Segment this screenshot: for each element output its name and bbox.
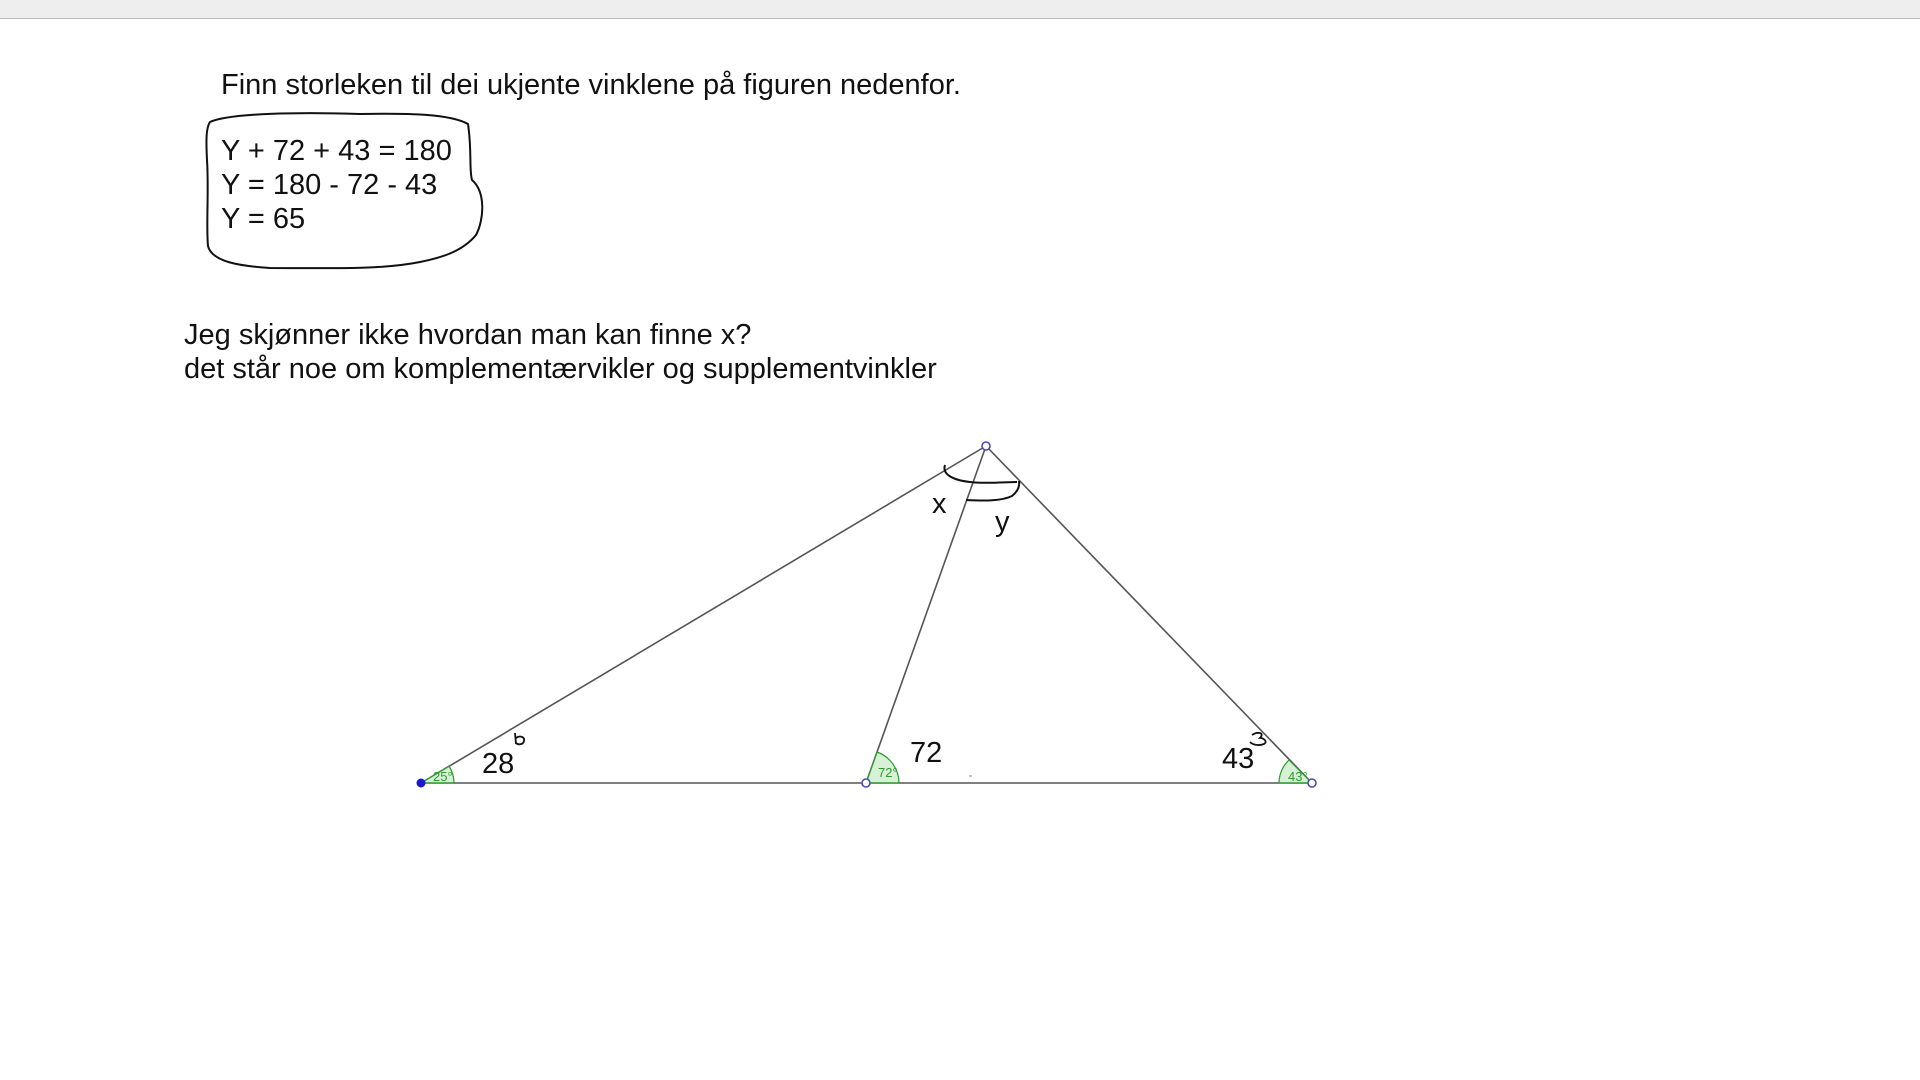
comment-line-2: det står noe om komplementærvikler og supplementvinkler (184, 353, 937, 385)
cevian-line[interactable] (866, 446, 986, 783)
vertex-top[interactable] (982, 442, 990, 450)
comment-line-1: Jeg skjønner ikke hvordan man kan finne x? (184, 319, 752, 351)
angle-value-middle: 72° (878, 765, 898, 780)
label-angle-left: 28 (482, 748, 515, 780)
vertex-right[interactable] (1308, 779, 1316, 787)
task-question: Finn storleken til dei ukjente vinklene på figuren nedenfor. (221, 69, 961, 101)
side-left[interactable] (421, 446, 986, 783)
label-angle-middle: 72 (910, 737, 943, 769)
angle-value-left: 25° (433, 769, 453, 784)
label-x: x (932, 488, 947, 520)
side-right[interactable] (986, 446, 1312, 783)
vertex-middle[interactable] (862, 779, 870, 787)
equation-line-1: Y + 72 + 43 = 180 (221, 135, 452, 167)
equation-line-3: Y = 65 (221, 203, 306, 235)
equation-line-2: Y = 180 - 72 - 43 (221, 169, 438, 201)
vertex-left[interactable] (417, 779, 425, 787)
degree-mark-left (515, 733, 524, 744)
label-angle-right: 43 (1222, 743, 1255, 775)
label-y: y (995, 506, 1010, 538)
handwritten-arc-y (966, 481, 1019, 501)
angle-value-right: 43° (1288, 769, 1308, 784)
